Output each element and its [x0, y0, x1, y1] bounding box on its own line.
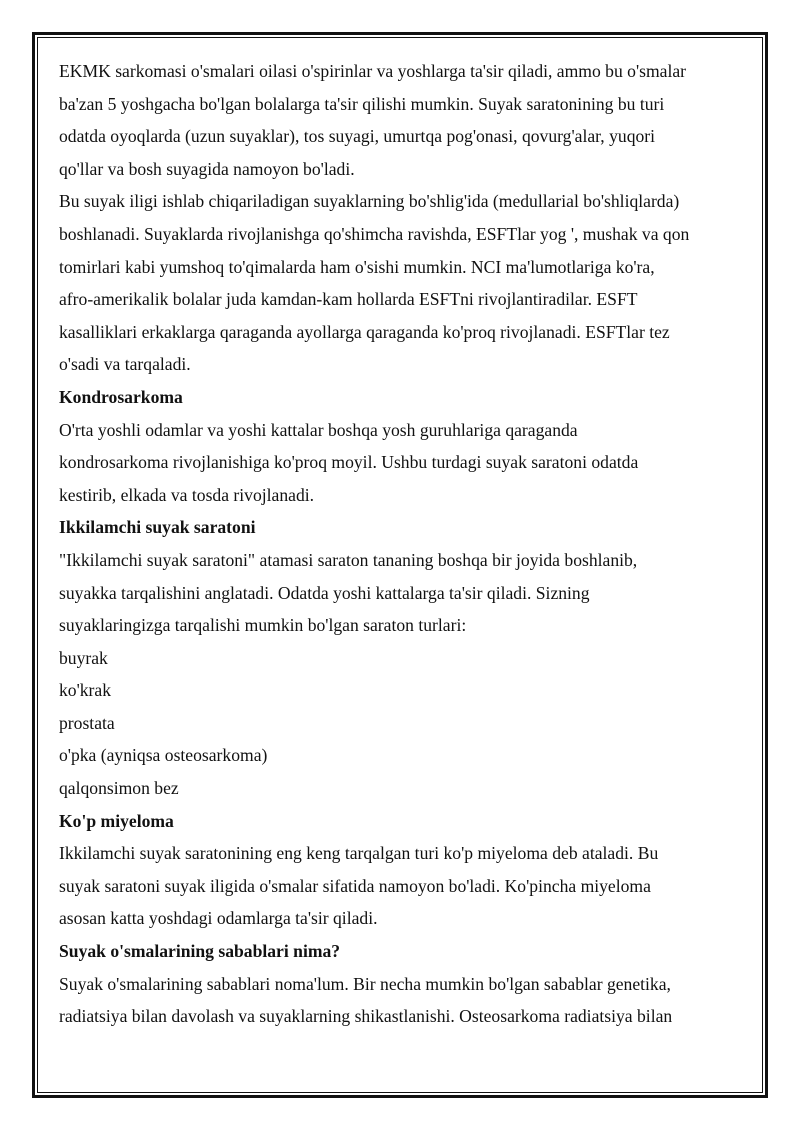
text-line: "Ikkilamchi suyak saratoni" atamasi saraton tananing boshqa bir joyida boshlanib,	[59, 549, 638, 570]
text-line: buyrak	[59, 647, 108, 668]
text-line: boshlanadi. Suyaklarda rivojlanishga qo'shimcha ravishda, ESFTlar yog ', mushak va qon	[59, 223, 690, 244]
text-line: kasalliklari erkaklarga qaraganda ayollarga qaraganda ko'proq rivojlanadi. ESFTlar tez	[59, 321, 670, 342]
text-line: Suyak o'smalarining sabablari noma'lum. Bir necha mumkin bo'lgan sabablar genetika,	[59, 973, 671, 994]
text-line: Bu suyak iligi ishlab chiqariladigan suyaklarning bo'shlig'ida (medullarial bo'shliqlarda)	[59, 191, 680, 212]
text-line: EKMK sarkomasi o'smalari oilasi o'spirinlar va yoshlarga ta'sir qiladi, ammo bu o'smalar	[59, 61, 687, 81]
text-line: radiatsiya bilan davolash va suyaklarning shikastlanishi. Osteosarkoma radiatsiya bilan	[59, 1006, 673, 1027]
text-line: suyak saratoni suyak iligida o'smalar sifatida namoyon bo'ladi. Ko'pincha miyeloma	[59, 875, 651, 896]
text-line: O'rta yoshli odamlar va yoshi kattalar boshqa yosh guruhlariga qaraganda	[59, 419, 578, 440]
text-line: odatda oyoqlarda (uzun suyaklar), tos suyagi, umurtqa pog'onasi, qovurg'alar, yuqori	[59, 126, 656, 147]
text-line: asosan katta yoshdagi odamlarga ta'sir qiladi.	[59, 908, 378, 929]
section-heading: Ko'p miyeloma	[59, 810, 174, 831]
text-line: suyakka tarqalishini anglatadi. Odatda yoshi kattalarga ta'sir qiladi. Sizning	[59, 582, 590, 603]
text-line: o'sadi va tarqaladi.	[59, 354, 191, 375]
section-heading: Ikkilamchi suyak saratoni	[59, 517, 256, 538]
text-line: afro-amerikalik bolalar juda kamdan-kam hollarda ESFTni rivojlantiradilar. ESFT	[59, 289, 638, 310]
text-line: suyaklaringizga tarqalishi mumkin bo'lgan saraton turlari:	[59, 615, 467, 636]
text-line: kestirib, elkada va tosda rivojlanadi.	[59, 484, 315, 505]
text-line: Ikkilamchi suyak saratonining eng keng tarqalgan turi ko'p miyeloma deb ataladi. Bu	[59, 843, 659, 864]
text-line: qalqonsimon bez	[59, 778, 179, 799]
section-heading: Suyak o'smalarining sabablari nima?	[59, 941, 341, 962]
text-line: tomirlari kabi yumshoq to'qimalarda ham o'sishi mumkin. NCI ma'lumotlariga ko'ra,	[59, 256, 655, 277]
text-line: prostata	[59, 712, 115, 733]
text-line: o'pka (ayniqsa osteosarkoma)	[59, 745, 268, 766]
section-heading: Kondrosarkoma	[59, 386, 183, 407]
text-line: kondrosarkoma rivojlanishiga ko'proq moyil. Ushbu turdagi suyak saratoni odatda	[59, 452, 639, 473]
text-line: ko'krak	[59, 680, 112, 701]
text-line: ba'zan 5 yoshgacha bo'lgan bolalarga ta'sir qilishi mumkin. Suyak saratonining bu turi	[59, 93, 665, 114]
document-body	[59, 55, 749, 1033]
text-line: qo'llar va bosh suyagida namoyon bo'ladi.	[59, 158, 355, 179]
